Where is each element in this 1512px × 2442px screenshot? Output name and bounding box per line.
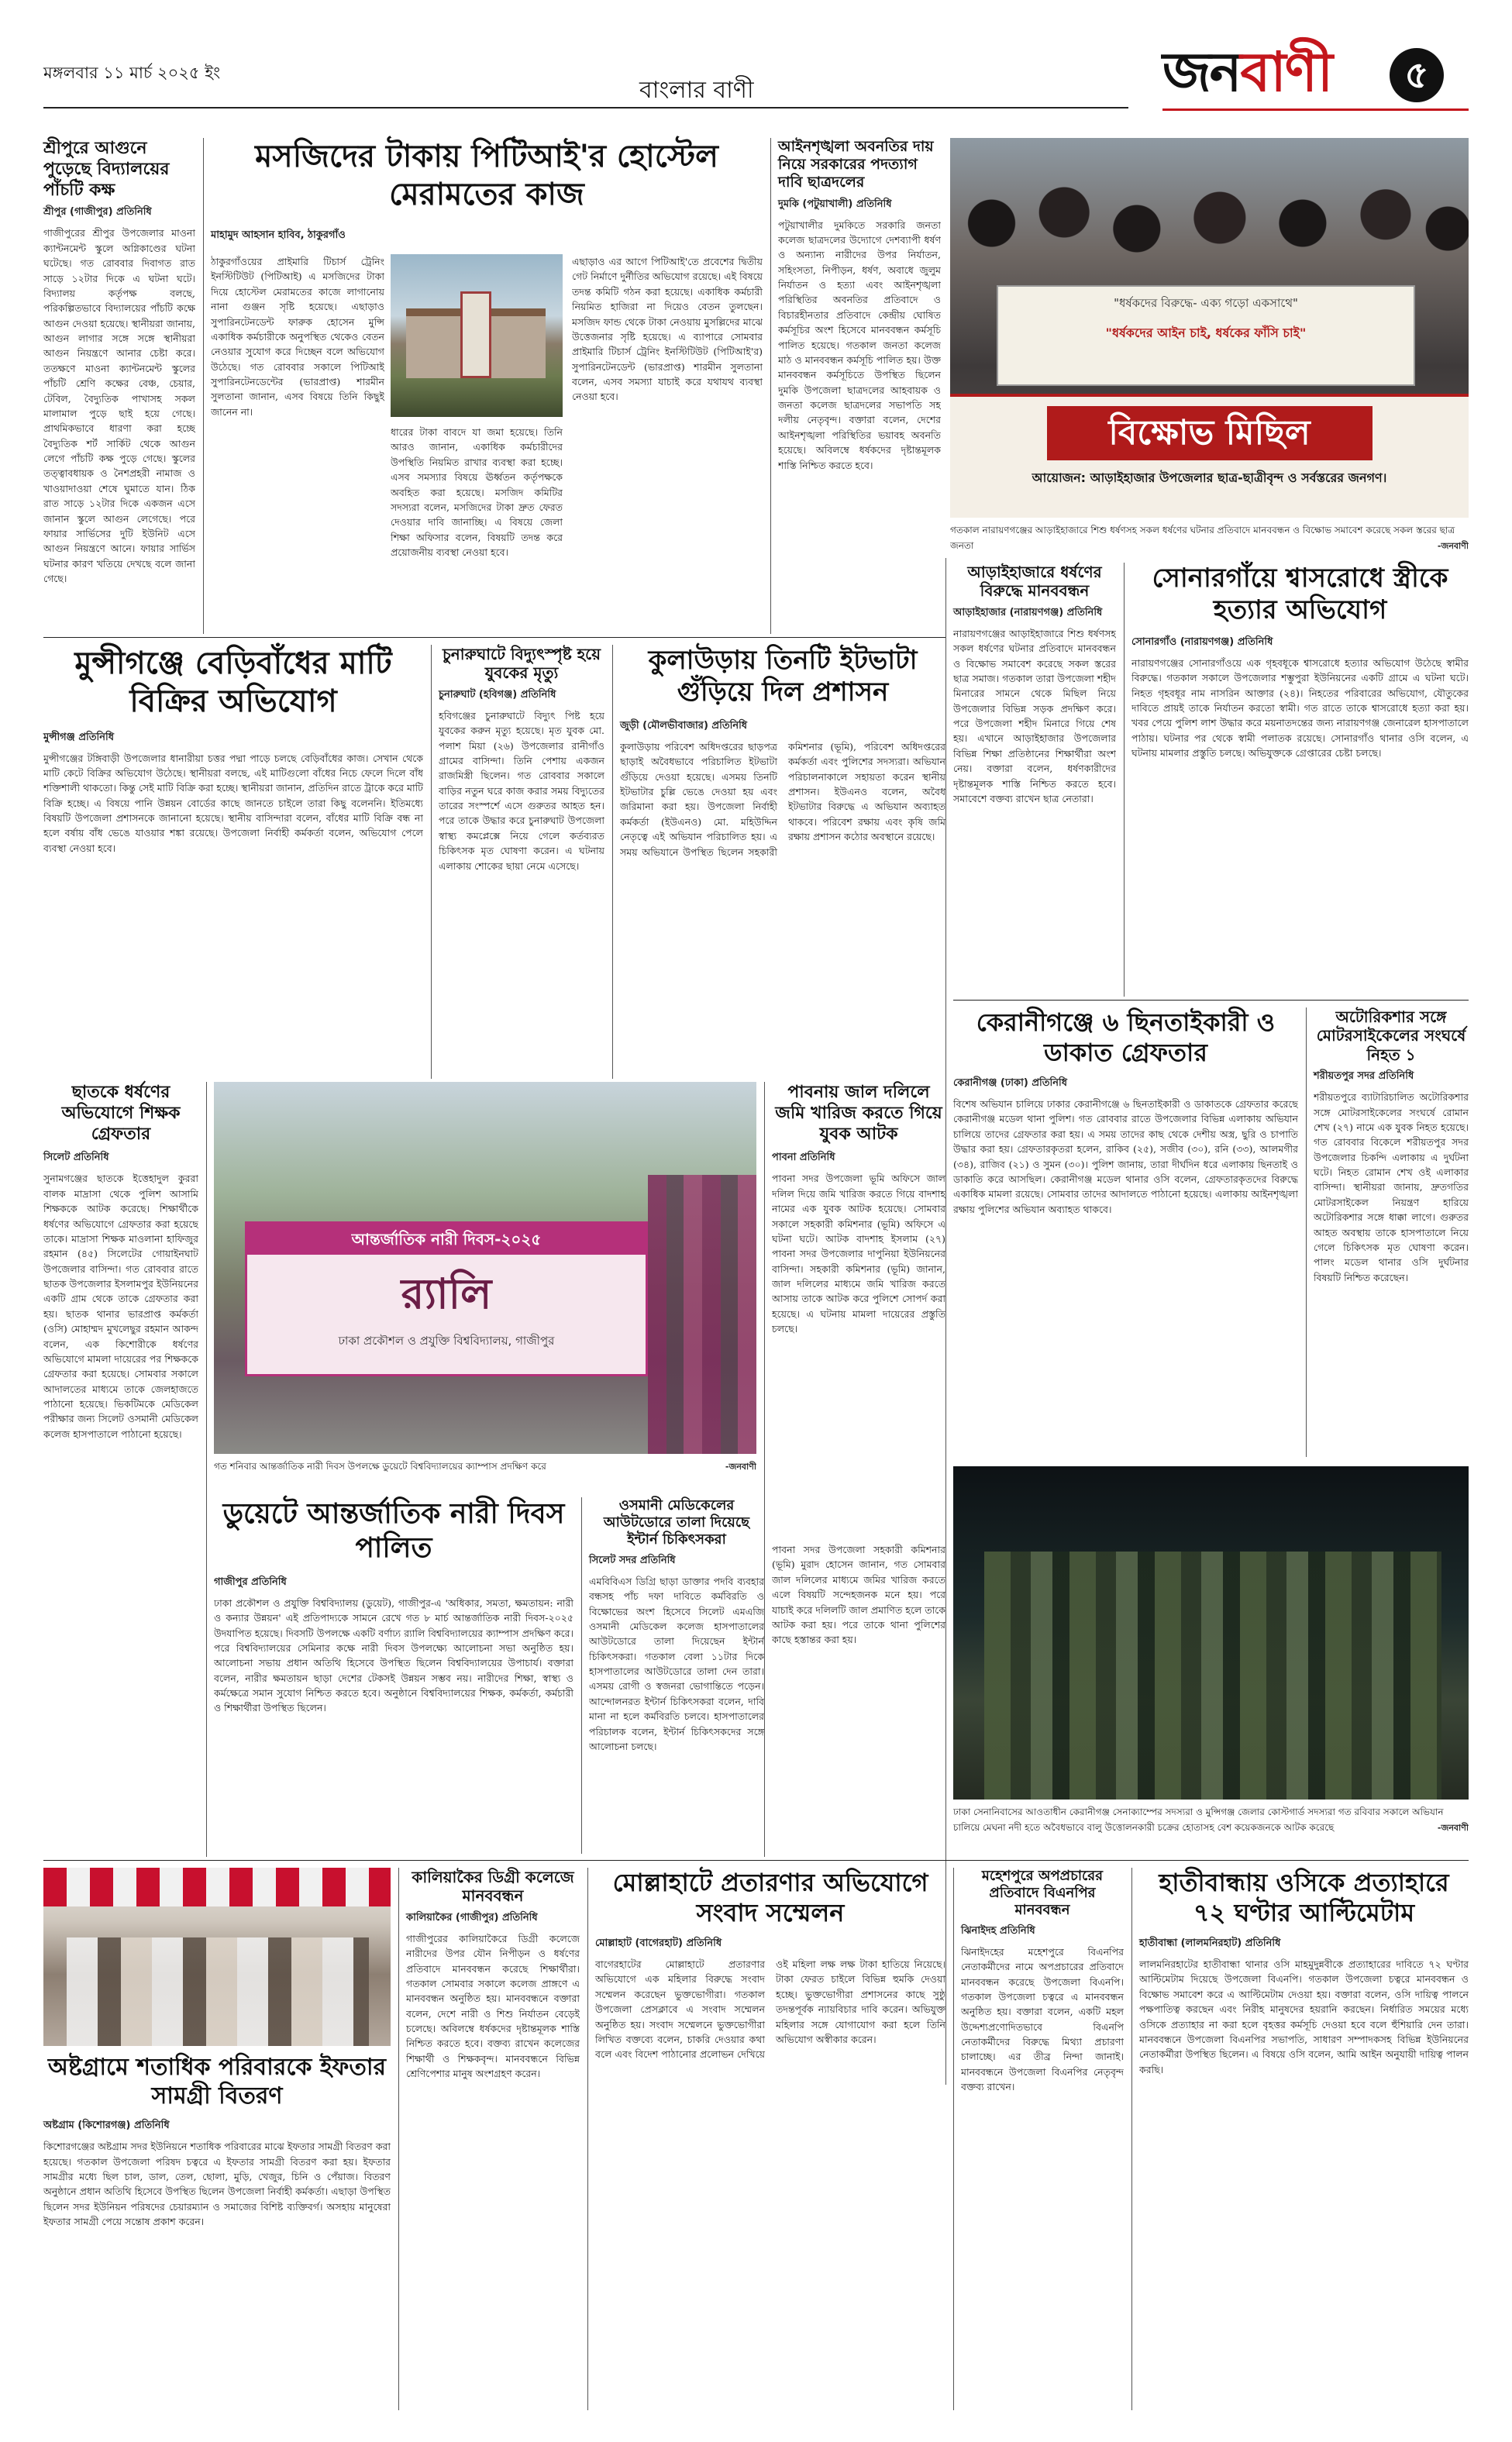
- headline: ছাতকে ধর্ষণের অভিযোগে শিক্ষক গ্রেফতার: [61, 1082, 181, 1144]
- caption-text: ঢাকা সেনানিবাসের আওতাধীন কেরানীগঞ্জ সেনাক্যাম্পের সদস্যরা ও মুন্সিগঞ্জ জেলার কোস্টগার্ড সদস্যরা গত রবিবার সকালে অভিযান চালিয়ে মেঘনা নদী হতে অবৈধভাবে বালু উত্তোলনকারী চক্রের হোতাসহ বেশ কয়েকজনকে আটক করেছে: [953, 1807, 1444, 1833]
- byline: পাবনা প্রতিনিধি: [772, 1152, 835, 1164]
- duet-photo-caption: [214, 1460, 756, 1491]
- article-body: ধারের টাকা বাবদে যা জমা হয়েছে। তিনি আরও জানান, একাধিক কর্মচারীদের উপস্থিতি নিয়মিত রাখার ব্যবস্থা করা হচ্ছে। এসব সমস্যার বিষয়ে ঊর্ধ্বতন কর্তৃপক্ষকে অবহিত করা হয়েছে। মসজিদ কমিটির সদস্যরা বলেন, মসজিদের টাকা দ্রুত ফেরত দেওয়ার দাবি জানাচ্ছি। এ বিষয়ে জেলা শিক্ষা অফিসার বলেন, বিষয়টি তদন্ত করে প্রয়োজনীয় ব্যবস্থা নেওয়া হবে।: [391, 426, 563, 558]
- tent-top: [43, 1868, 391, 1906]
- headline: কেরানীগঞ্জে ৬ ছিনতাইকারী ও ডাকাত গ্রেফতার: [976, 1007, 1276, 1068]
- headline: ওসমানী মেডিকেলের আউটডোরে তালা দিয়েছে ইন্টার্ন চিকিৎসকরা: [603, 1497, 750, 1548]
- photo-credit: -জনবাণী: [1437, 1823, 1469, 1833]
- headline: সোনারগাঁয়ে শ্বাসরোধে স্ত্রীকে হত্যার অভিযোগ: [1152, 563, 1448, 626]
- article-pabna: [772, 1082, 945, 1531]
- masthead-rule-right: [1162, 108, 1469, 111]
- article-body: গাজীপুরের কালিয়াকৈরে ডিগ্রী কলেজে নারীদের উপর যৌন নিপীড়ন ও ধর্ষণের প্রতিবাদে মানববন্ধন করেছে শিক্ষার্থীরা। গতকাল সোমবার সকালে কলেজ প্রাঙ্গণে এ মানববন্ধন অনুষ্ঠিত হয়। মানববন্ধনে বক্তারা বলেন, দেশে নারী ও শিশু নির্যাতন বেড়েই চলেছে। অবিলম্বে ধর্ষকদের দৃষ্টান্তমূলক শাস্তি নিশ্চিত করতে হবে। বক্তব্য রাখেন কলেজের শিক্ষার্থী ও শিক্ষকবৃন্দ। মানববন্ধনে বিভিন্ন শ্রেণিপেশার মানুষ অংশগ্রহণ করেন।: [406, 1932, 580, 2080]
- banner-title: আন্তর্জাতিক নারী দিবস-২০২৫: [247, 1224, 646, 1255]
- headline: হাতীবান্ধায় ওসিকে প্রত্যাহারে ৭২ ঘণ্টার আল্টিমেটাম: [1159, 1868, 1449, 1928]
- column-divider: [587, 1868, 588, 2410]
- headline: মোল্লাহাটে প্রতারণার অভিযোগে সংবাদ সম্মেলন: [612, 1868, 928, 1928]
- article-body: সুনামগঞ্জের ছাতকে ইত্তেহাদুল কুররা বালক মাদ্রাসা থেকে পুলিশ আসামি শিক্ষককে আটক করেছে। শিক্ষার্থীকে ধর্ষণের অভিযোগে গ্রেফতার করা হয়েছে তাকে। মাদ্রাসা শিক্ষক মাওলানা হাফিজুর রহমান (৪৫) সিলেটের গোয়াইনঘাট উপজেলার বাসিন্দা। গত রোববার রাতে ছাতক উপজেলার ইসলামপুর ইউনিয়নের একটি গ্রাম থেকে তাকে গ্রেফতার করা হয়। ছাতক থানার ভারপ্রাপ্ত কর্মকর্তা (ওসি) মোহাম্মদ মুখলেছুর রহমান আকন্দ বলেন, এক কিশোরীকে ধর্ষণের অভিযোগে মামলা দায়েরের পর শিক্ষককে গ্রেফতার করা হয়েছে। সোমবার সকালে আদালতের মাধ্যমে তাকে জেলহাজতে পাঠানো হয়েছে। ভিকটিমকে মেডিকেল পরীক্ষার জন্য সিলেট ওসমানী মেডিকেল কলেজ হাসপাতালে পাঠানো হয়েছে।: [43, 1173, 198, 1440]
- logo-part-2: বাণী: [1240, 40, 1332, 104]
- headline: অষ্টগ্রামে শতাধিক পরিবারকে ইফতার সামগ্রী বিতরণ: [47, 2054, 387, 2110]
- headline: চুনারুঘাটে বিদ্যুৎস্পৃষ্ট হয়ে যুবকের মৃত্যু: [443, 645, 601, 683]
- protest-banner: [950, 394, 1469, 518]
- rally-banner: [245, 1221, 648, 1376]
- article-body: এছাড়াও এর আগে পিটিআই'তে প্রবেশের দ্বিতীয় গেট নির্মাণে দুর্নীতির অভিযোগ রয়েছে। এই বিষয়ে তদন্ত কমিটি গঠন করা হয়েছে। একাধিক কর্মচারী নিয়মিত হাজিরা না দিয়েও বেতন তুলছেন। মসজিদ ফান্ড থেকে টাকা নেওয়ায় মুসল্লিদের মাঝে উত্তেজনার সৃষ্টি হয়েছে। এ ব্যাপারে সোমবার প্রাইমারি টিচার্স ট্রেনিং ইনস্টিটিউট (পিটিআই'র) সুপারিনটেনডেন্ট (ভারপ্রাপ্ত) শারমীন সুলতানা বলেন, এসব সমস্যা যাচাই করে যথাযথ ব্যবস্থা নেওয়া হবে।: [572, 256, 763, 403]
- byline: শ্রীপুর (গাজীপুর) প্রতিনিধি: [43, 206, 152, 219]
- headline: মুন্সীগঞ্জে বেড়িবাঁধের মাটি বিক্রির অভিযোগ: [74, 645, 392, 719]
- column-divider: [1124, 563, 1125, 997]
- byline: মাহামুদ আহসান হাবিব, ঠাকুরগাঁও: [211, 229, 346, 241]
- column-divider: [764, 1082, 765, 1857]
- banner-title: বিক্ষোভ মিছিল: [1047, 406, 1373, 460]
- byline: হাতীবান্ধা (লালমনিরহাট) প্রতিনিধি: [1139, 1937, 1281, 1950]
- article-chhatak: [43, 1082, 198, 1857]
- row-divider: [953, 1000, 1469, 1001]
- byline: সোনারগাঁও (নারায়ণগঞ্জ) প্রতিনিধি: [1131, 635, 1273, 648]
- headline: পাবনায় জাল দলিলে জমি খারিজ করতে গিয়ে যুবক আটক: [775, 1082, 942, 1144]
- protest-photo-caption: [950, 524, 1469, 555]
- mosque-right-col: [572, 254, 763, 634]
- article-body: গাজীপুরের শ্রীপুর উপজেলার মাওনা ক্যান্টনমেন্ট স্কুলে অগ্নিকাণ্ডের ঘটনা ঘটেছে। গত রোববার দিবাগত রাত সাড়ে ১২টার দিকে এ ঘটনা ঘটে। বিদ্যালয় কর্তৃপক্ষ বলছে, পরিকল্পিতভাবে বিদ্যালয়ের পাঁচটি কক্ষে আগুন দেওয়া হয়েছে। স্থানীয়রা জানায়, আগুন লাগার সঙ্গে সঙ্গে স্থানীয়রা আগুন নিয়ন্ত্রণে আনার চেষ্টা করে। ততক্ষণে মাওনা ক্যান্টনমেন্ট স্কুলের পাঁচটি শ্রেণি কক্ষের বেঞ্চ, চেয়ার, টেবিল, বৈদ্যুতিক পাখাসহ সকল মালামাল পুড়ে ছাই হয়ে গেছে। প্রাথমিকভাবে ধারণা করা হচ্ছে বৈদ্যুতিক শর্ট সার্কিট থেকে আগুন লেগে পাঁচটি কক্ষ পুড়ে গেছে। স্কুলের তত্ত্বাবধায়ক ও নৈশপ্রহরী নামাজ ও খাওয়াদাওয়া শেষে ঘুমাতে যান। ঠিক রাত সাড়ে ১২টার দিকে একজন এসে জানান স্কুলে আগুন লেগেছে। পরে ফায়ার সার্ভিসের দুটি ইউনিট এসে আগুন নিয়ন্ত্রণে আনে। ফায়ার সার্ভিস ঘটনার কারণ খতিয়ে দেখছে বলে জানা গেছে।: [43, 227, 195, 585]
- column-divider: [206, 1082, 207, 1857]
- banner-subtitle: আয়োজন: আড়াইহাজার উপজেলার ছাত্র-ছাত্রীবৃন্দ ও সর্বস্তরের জনগণ।: [1032, 470, 1387, 485]
- article-kaliakoir: [406, 1868, 580, 2402]
- row-divider: [43, 637, 945, 638]
- article-keraniganj: [953, 1007, 1298, 1457]
- byline: কালিয়াকৈর (গাজীপুর) প্রতিনিধি: [406, 1911, 538, 1924]
- byline: অষ্টগ্রাম (কিশোরগঞ্জ) প্রতিনিধি: [43, 2120, 170, 2132]
- people-group: [67, 1937, 369, 2046]
- headline: অটোরিকশার সঙ্গে মোটরসাইকেলের সংঘর্ষে নিহত ১: [1316, 1007, 1466, 1064]
- article-body: লালমনিরহাটের হাতীবান্ধা থানার ওসি মাহমুদুন্নবীকে প্রত্যাহারের দাবিতে ৭২ ঘণ্টার আল্টিমেটাম দিয়েছে উপজেলা বিএনপি। গতকাল উপজেলা চত্বরে মানববন্ধন ও বিক্ষোভ সমাবেশ করে এ আল্টিমেটাম দেওয়া হয়। বক্তারা বলেন, ওসি দায়িত্ব পালনে পক্ষপাতিত্ব করছেন এবং নিরীহ মানুষদের হয়রানি করছেন। নির্ধারিত সময়ের মধ্যে ওসিকে প্রত্যাহার না করা হলে বৃহত্তর কর্মসূচি দেওয়া হবে বলে হুঁশিয়ারি দেন তারা। মানববন্ধনে উপজেলা বিএনপির সভাপতি, সাধারণ সম্পাদকসহ বিভিন্ন ইউনিয়নের নেতাকর্মীরা উপস্থিত ছিলেন। এ বিষয়ে ওসি বলেন, আমি আইন অনুযায়ী দায়িত্ব পালন করছি।: [1139, 1958, 1469, 2075]
- byline: কেরানীগঞ্জ (ঢাকা) প্রতিনিধি: [953, 1077, 1067, 1090]
- headline: আইনশৃঙ্খলা অবনতির দায় নিয়ে সরকারের পদত্যাগ দাবি ছাত্রদলের: [778, 138, 934, 191]
- byline: মোল্লাহাট (বাগেরহাট) প্রতিনিধি: [595, 1937, 722, 1950]
- section-name: বাংলার বাণী: [639, 77, 754, 104]
- article-maheshpur: [961, 1868, 1124, 2402]
- article-sonargaon: [1131, 563, 1469, 997]
- rally-crowd: [648, 1175, 756, 1454]
- headline: আড়াইহাজারে ধর্ষণের বিরুদ্ধে মানববন্ধন: [967, 563, 1102, 601]
- soldiers-group: [984, 1552, 1441, 1800]
- article-body: পাবনা সদর উপজেলা সহকারী কমিশনার (ভূমি) মুরাদ হোসেন জানান, গত সোমবার জাল দলিলের মাধ্যমে জমির খারিজ করতে এলে বিষয়টি সন্দেহজনক মনে হয়। পরে যাচাই করে দলিলটি জাল প্রমাণিত হলে তাকে আটক করা হয়। পরে তাকে থানা পুলিশের কাছে হস্তান্তর করা হয়।: [772, 1544, 945, 1646]
- byline: আড়াইহাজার (নারায়ণগঞ্জ) প্রতিনিধি: [953, 606, 1103, 618]
- article-sreepur: [43, 138, 195, 634]
- column-divider: [953, 1868, 954, 2410]
- mosque-left-col: [211, 254, 384, 634]
- article-body: নারায়ণগঞ্জের আড়াইহাজারে শিশু ধর্ষণসহ সকল ধর্ষণের ঘটনার প্রতিবাদে মানববন্ধন ও বিক্ষোভ সমাবেশ করেছে সকল স্তরের ছাত্র সমাজ। গতকাল তারা উপজেলা শহীদ মিনারের সামনে থেকে মিছিল নিয়ে উপজেলার বিভিন্ন সড়ক প্রদক্ষিণ করে। পরে উপজেলা শহীদ মিনারে গিয়ে শেষ হয়। এখানে আড়াইহাজার উপজেলার বিভিন্ন শিক্ষা প্রতিষ্ঠানের শিক্ষার্থীরা অংশ নেয়। বক্তারা বলেন, ধর্ষণকারীদের দৃষ্টান্তমূলক শাস্তি নিশ্চিত করতে হবে। সমাবেশে বক্তব্য রাখেন ছাত্র নেতারা।: [953, 627, 1116, 804]
- mosque-bottom-col: [391, 425, 563, 634]
- column-divider: [1306, 1007, 1307, 1457]
- newspaper-logo: [1162, 40, 1332, 104]
- article-ashtagram: [43, 2054, 391, 2402]
- byline: শরীয়তপুর সদর প্রতিনিধি: [1314, 1070, 1414, 1083]
- column-divider: [398, 1868, 399, 2410]
- iftar-photo: [43, 1868, 391, 2046]
- issue-date: মঙ্গলবার ১১ মার্চ ২০২৫ ইং: [43, 64, 221, 82]
- column-divider: [581, 1497, 582, 1854]
- byline: জুড়ী (মৌলভীবাজার) প্রতিনিধি: [620, 719, 748, 732]
- protest-photo: [950, 138, 1469, 518]
- sign-text-2: "ধর্ষকদের আইন চাই, ধর্ষকের ফাঁসি চাই": [1105, 325, 1307, 340]
- pti-building-photo: [391, 254, 563, 417]
- article-body: হবিগঞ্জের চুনারুঘাটে বিদ্যুৎ পিষ্ট হয়ে যুবকের করুন মৃত্যু হয়েছে। মৃত যুবক মো. পলাশ মিয়া (২৬) উপজেলার রানীগাঁও গ্রামের বাসিন্দা। তিনি পেশায় একজন রাজমিস্ত্রী ছিলেন। গত রোববার সকালে বাড়ির নতুন ঘরে কাজ করার সময় বিদ্যুতের তারের সংস্পর্শে এসে গুরুতর আহত হন। পরে তাকে উদ্ধার করে চুনারুঘাট উপজেলা স্বাস্থ্য কমপ্লেক্সে নিয়ে গেলে কর্তব্যরত চিকিৎসক মৃত ঘোষণা করেন। এ ঘটনায় এলাকায় শোকের ছায়া নেমে এসেছে।: [439, 709, 604, 872]
- article-body: ঠাকুরগাঁওয়ের প্রাইমারি টিচার্স ট্রেনিং ইনস্টিটিউট (পিটিআই) এ মসজিদের টাকা দিয়ে হোস্টেল মেরামতের কাজে লাগানোয় নানা গুঞ্জন সৃষ্টি হয়েছে। এছাড়াও সুপারিনটেনডেন্ট ফারুক হোসেন মুন্সি একাধিক কর্মচারীকে অনুপস্থিত থেকেও বেতন নেওয়ার সুযোগ করে দিচ্ছেন বলে অভিযোগ উঠেছে। গত রোববার সকালে পিটিআই সুপারিনটেনডেন্টের (ভারপ্রাপ্ত) শারমীন সুলতানা জানান, এসব বিষয়ে তিনি কিছুই জানেন না।: [211, 256, 384, 418]
- article-araihazar: [953, 563, 1116, 997]
- page-number: ৫: [1390, 48, 1444, 102]
- banner-sub: ঢাকা প্রকৌশল ও প্রযুক্তি বিশ্ববিদ্যালয়, গাজীপুর: [338, 1334, 555, 1348]
- banner-big-text: র‍্যালি: [401, 1269, 492, 1318]
- headline: শ্রীপুরে আগুনে পুড়েছে বিদ্যালয়ের পাঁচটি কক্ষ: [43, 138, 170, 200]
- headline: কালিয়াকৈর ডিগ্রী কলেজে মানববন্ধন: [412, 1868, 574, 1906]
- column-divider: [431, 645, 432, 1079]
- article-osmani: [589, 1497, 764, 1854]
- article-hatibandha: [1139, 1868, 1469, 2402]
- article-munshiganj: [43, 645, 423, 1079]
- article-body: পটুয়াখালীর দুমকিতে সরকারি জনতা কলেজ ছাত্রদলের উদ্যোগে দেশব্যাপী ধর্ষণ ও অন্যান্য নারীদের উপর নির্যাতন, সহিংসতা, নিপীড়ন, ধর্ষণ, অবাধে জুলুম নির্যাতন ও হত্যা এবং আইনশৃঙ্খলা পরিস্থিতির অবনতির প্রতিবাদে ও বিচারহীনতার প্রতিবাদে কেন্দ্রীয় ঘোষিত কর্মসূচির অংশ হিসেবে মানববন্ধন কর্মসূচি পালিত হয়েছে। গতকাল জনতা কলেজ মাঠ ও মানববন্ধন কর্মসূচি পালিত হয়। উক্ত মানববন্ধন কর্মসূচিতে উপস্থিত ছিলেন দুমকি উপজেলা ছাত্রদলের আহবায়ক ও জনতা কলেজ ছাত্রদলের সভাপতি সহ দলীয় নেতৃবৃন্দ। বক্তারা বলেন, দেশের আইনশৃঙ্খলা পরিস্থিতির ভয়াবহ অবনতি হয়েছে। অবিলম্বে ধর্ষকদের দৃষ্টান্তমূলক শাস্তি নিশ্চিত করতে হবে।: [778, 219, 941, 471]
- article-auto-rickshaw: [1314, 1007, 1469, 1457]
- photo-credit: -জনবাণী: [1437, 541, 1469, 551]
- article-body: এমবিবিএস ডিগ্রি ছাড়া ডাক্তার পদবি ব্যবহার বন্ধসহ পাঁচ দফা দাবিতে কর্মবিরতি ও বিক্ষোভের অংশ হিসেবে সিলেট এমএজি ওসমানী মেডিকেল কলেজ হাসপাতালের আউটডোরে তালা দিয়েছেন ইন্টার্ন চিকিৎসকরা। গতকাল বেলা ১১টার দিকে হাসপাতালের আউটডোরে তালা দেন তারা। এসময় রোগী ও স্বজনরা ভোগান্তিতে পড়েন। আন্দোলনরত ইন্টার্ন চিকিৎসকরা বলেন, দাবি মানা না হলে কর্মবিরতি চলবে। হাসপাতালের পরিচালক বলেন, ইন্টার্ন চিকিৎসকদের সঙ্গে আলোচনা চলছে।: [589, 1575, 764, 1752]
- byline: চুনারুঘাট (হবিগঞ্জ) প্রতিনিধি: [439, 688, 556, 701]
- caption-text: গতকাল নারায়ণগঞ্জের আড়াইহাজারে শিশু ধর্ষণসহ সকল ধর্ষণের ঘটনার প্রতিবাদে মানববন্ধন ও বিক্ষোভ সমাবেশ করেছে সকল স্তরের ছাত্র জনতা: [950, 525, 1455, 551]
- crowd-heads: [950, 169, 1469, 277]
- masthead-rule: [43, 107, 1128, 108]
- article-pabna-continued: [772, 1542, 945, 1852]
- byline: সিলেট সদর প্রতিনিধি: [589, 1554, 676, 1566]
- headline: ডুয়েটে আন্তর্জাতিক নারী দিবস পালিত: [222, 1497, 565, 1564]
- column-divider: [203, 138, 204, 634]
- article-body: কুলাউড়ায় পরিবেশ অধিদপ্তরের ছাড়পত্র ছাড়াই অবৈধভাবে পরিচালিত ইটভাটা গুঁড়িয়ে দেওয়া হয়েছে। এসময় তিনটি ইটভাটার চুল্লি ভেঙে দেওয়া হয় এবং জরিমানা করা হয়। উপজেলা নির্বাহী কর্মকর্তা (ইউএনও) মো. মহিউদ্দিন নেতৃত্বে এই অভিযান পরিচালিত হয়। এ সময় অভিযানে উপস্থিত ছিলেন সহকারী কমিশনার (ভূমি), পরিবেশ অধিদপ্তরের কর্মকর্তা এবং পুলিশের সদস্যরা। অভিযান পরিচালনাকালে সহায়তা করেন স্থানীয় প্রশাসন। ইউএনও বলেন, অবৈধ ইটভাটার বিরুদ্ধে এ অভিযান অব্যাহত থাকবে। পরিবেশ রক্ষায় এবং কৃষি জমি রক্ষায় প্রশাসন কঠোর অবস্থানে রয়েছে।: [620, 740, 945, 858]
- photo-credit: -জনবাণী: [725, 1462, 756, 1472]
- article-kulaura: [620, 645, 945, 1079]
- gate-shape: [460, 291, 491, 378]
- byline: মুন্সীগঞ্জ প্রতিনিধি: [43, 731, 114, 743]
- byline: গাজীপুর প্রতিনিধি: [214, 1576, 287, 1588]
- article-duet: [214, 1497, 573, 1854]
- masthead: [0, 0, 1512, 132]
- sign-text-1: "ধর্ষকদের বিরুদ্ধে- এক্য গড়ো একসাথে": [1114, 296, 1298, 310]
- article-mollahat: [595, 1868, 945, 2402]
- article-body: ঢাকা প্রকৌশল ও প্রযুক্তি বিশ্ববিদ্যালয় (ডুয়েট), গাজীপুর-এ 'অধিকার, সমতা, ক্ষমতায়ন: নারী ও কন্যার উন্নয়ন' এই প্রতিপাদ্যকে সামনে রেখে গত ৮ মার্চ আন্তর্জাতিক নারী দিবস-২০২৫ উদযাপিত হয়েছে। দিবসটি উপলক্ষে একটি বর্ণাঢ্য র‍্যালি বিশ্ববিদ্যালয়ের ক্যাম্পাস প্রদক্ষিণ করে। পরে বিশ্ববিদ্যালয়ের সেমিনার কক্ষে নারী দিবস উপলক্ষ্যে আলোচনা সভা অনুষ্ঠিত হয়। আলোচনা সভায় প্রধান অতিথি হিসেবে উপস্থিত ছিলেন বিশ্ববিদ্যালয়ের উপাচার্য। বক্তারা বলেন, নারীর ক্ষমতায়ন ছাড়া দেশের টেকসই উন্নয়ন সম্ভব নয়। নারীদের শিক্ষা, স্বাস্থ্য ও কর্মক্ষেত্রে সমান সুযোগ নিশ্চিত করতে হবে। অনুষ্ঠানে বিশ্ববিদ্যালয়ের শিক্ষক, কর্মকর্তা, কর্মচারী ও শিক্ষার্থীরা উপস্থিত ছিলেন।: [214, 1596, 573, 1714]
- column-divider: [612, 645, 613, 1079]
- headline: মহেশপুরে অপপ্রচারের প্রতিবাদে বিএনপির মানববন্ধন: [981, 1868, 1104, 1918]
- article-body: মুন্সীগঞ্জের টঙ্গিবাড়ী উপজেলার ধানারীয়া চত্তর পদ্মা পাড়ে চলছে বেড়িবাঁধের কাজ। সেখান থেকে মাটি কেটে বিক্রির অভিযোগ উঠেছে। স্থানীয়রা বলছে, এই মাটিগুলো বাঁধের নিচে ফেলে দিলে বাঁধ শক্তিশালী থাকতো। কিন্তু সেই মাটি বিক্রি করা হচ্ছে। স্থানীয়রা জানান, প্রতিদিন রাতে ট্রাকে করে মাটি বিক্রি হচ্ছে। এ বিষয়ে পানি উন্নয়ন বোর্ডের কাছে জানতে চাইলে তারা কিছু বলেননি। ইতিমধ্যে বিষয়টি উপজেলা প্রশাসনকে জানানো হয়েছে। স্থানীয় বাসিন্দারা বলেন, বাঁধের মাটি বিক্রি বন্ধ না হলে বর্ষায় বাঁধ ভেঙে যাওয়ার শঙ্কা রয়েছে। উপজেলা নির্বাহী কর্মকর্তা বলেন, অভিযোগ পেলে ব্যবস্থা নেওয়া হবে।: [43, 752, 423, 854]
- column-divider: [945, 1000, 946, 2085]
- caption-text: গত শনিবার আন্তর্জাতিক নারী দিবস উপলক্ষে ডুয়েটে বিশ্ববিদ্যালয়ের ক্যাম্পাস প্রদক্ষিণ করে: [214, 1461, 546, 1472]
- article-law-order: [778, 138, 941, 634]
- article-chunarughat: [439, 645, 604, 1079]
- article-body: বাগেরহাটের মোল্লাহাটে প্রতারণার অভিযোগে এক মহিলার বিরুদ্ধে সংবাদ সম্মেলন করেছেন ভুক্তভোগীরা। গতকাল উপজেলা প্রেসক্লাবে এ সংবাদ সম্মেলন অনুষ্ঠিত হয়। সংবাদ সম্মেলনে ভুক্তভোগীরা লিখিত বক্তব্যে বলেন, চাকরি দেওয়ার কথা বলে এবং বিদেশ পাঠানোর প্রলোভন দেখিয়ে ওই মহিলা লক্ষ লক্ষ টাকা হাতিয়ে নিয়েছে। টাকা ফেরত চাইলে বিভিন্ন হুমকি দেওয়া হচ্ছে। ভুক্তভোগীরা প্রশাসনের কাছে সুষ্ঠু তদন্তপূর্বক ন্যায়বিচার দাবি করেন। অভিযুক্ত মহিলার সঙ্গে যোগাযোগ করা হলে তিনি অভিযোগ অস্বীকার করেন।: [595, 1958, 945, 2061]
- duet-rally-photo: [214, 1082, 756, 1454]
- protest-sign: [997, 285, 1415, 386]
- headline: কুলাউড়ায় তিনটি ইটভাটা গুঁড়িয়ে দিল প্রশাসন: [648, 645, 918, 708]
- byline: সিলেট প্রতিনিধি: [43, 1152, 109, 1164]
- column-divider: [770, 138, 771, 634]
- logo-part-1: জন: [1162, 40, 1241, 104]
- row-divider: [43, 1860, 1469, 1861]
- byline: ঝিনাইদহ প্রতিনিধি: [961, 1924, 1035, 1937]
- column-divider: [1131, 1868, 1132, 2410]
- army-photo-caption: [953, 1806, 1469, 1852]
- army-operation-photo: [953, 1466, 1469, 1800]
- byline: দুমকি (পটুয়াখালী) প্রতিনিধি: [778, 198, 892, 210]
- article-body: শরীয়তপুরে ব্যাটারিচালিত অটোরিকশার সঙ্গে মোটরসাইকেলের সংঘর্ষে রোমান শেখ (২৭) নামে এক যুবক নিহত হয়েছে। গত রোববার বিকেলে শরীয়তপুর সদর উপজেলার চিকন্দি এলাকায় এ দুর্ঘটনা ঘটে। নিহত রোমান শেখ ওই এলাকার বাসিন্দা। স্থানীয়রা জানায়, দ্রুতগতির মোটরসাইকেল নিয়ন্ত্রণ হারিয়ে অটোরিকশার সঙ্গে ধাক্কা লাগে। গুরুতর আহত অবস্থায় তাকে হাসপাতালে নিয়ে গেলে চিকিৎসক মৃত ঘোষণা করেন। পালং মডেল থানার ওসি দুর্ঘটনার বিষয়টি নিশ্চিত করেছেন।: [1314, 1091, 1469, 1283]
- article-mosque: [211, 138, 763, 634]
- article-body: পাবনা সদর উপজেলা ভূমি অফিসে জাল দলিল দিয়ে জমি খারিজ করতে গিয়ে বাদশাহ নামের এক যুবক আটক হয়েছে। সোমবার সকালে সহকারী কমিশনার (ভূমি) অফিসে এ ঘটনা ঘটে। আটক বাদশাহ ইসলাম (২৭) পাবনা সদর উপজেলার দাপুনিয়া ইউনিয়নের বাসিন্দা। সহকারী কমিশনার (ভূমি) জানান, জাল দলিলের মাধ্যমে জমি খারিজ করতে আসায় তাকে আটক করে পুলিশে সোপর্দ করা হয়েছে। এ ঘটনায় মামলা দায়েরের প্রস্তুতি চলছে।: [772, 1173, 945, 1335]
- article-body: বিশেষ অভিযান চালিয়ে ঢাকার কেরানীগঞ্জে ৬ ছিনতাইকারী ও ডাকাতকে গ্রেফতার করেছে কেরানীগঞ্জ মডেল থানা পুলিশ। গত রোববার রাতে উপজেলার বিভিন্ন এলাকায় অভিযান চালিয়ে তাদের গ্রেফতার করা হয়। এ সময় তাদের কাছ থেকে দেশীয় অস্ত্র, ছুরি ও চাপাতি উদ্ধার করা হয়। গ্রেফতারকৃতরা হলেন, রাকিব (২৫), সজীব (৩০), রনি (৩৩), আলমগীর (৩৪), রাজিব (২১) ও সুমন (৩০)। পুলিশ জানায়, তারা দীর্ঘদিন ধরে এলাকায় ছিনতাই ও ডাকাতি করে আসছিল। কেরানীগঞ্জ মডেল থানার ওসি বলেন, গ্রেফতারকৃতদের বিরুদ্ধে একাধিক মামলা রয়েছে। সোমবার তাদের আদালতে পাঠানো হয়েছে। এলাকায় আইনশৃঙ্খলা রক্ষায় পুলিশের অভিযান অব্যাহত থাকবে।: [953, 1098, 1298, 1215]
- article-body: কিশোরগঞ্জের অষ্টগ্রাম সদর ইউনিয়নে শতাধিক পরিবারের মাঝে ইফতার সামগ্রী বিতরণ করা হয়েছে। গতকাল উপজেলা পরিষদ চত্বরে এ ইফতার সামগ্রী বিতরণ করা হয়। ইফতার সামগ্রীর মধ্যে ছিল চাল, ডাল, তেল, ছোলা, মুড়ি, খেজুর, চিনি ও পেঁয়াজ। বিতরণ অনুষ্ঠানে প্রধান অতিথি হিসেবে উপস্থিত ছিলেন উপজেলা নির্বাহী কর্মকর্তা। এছাড়া উপস্থিত ছিলেন সদর ইউনিয়ন পরিষদের চেয়ারম্যান ও সমাজের বিশিষ্ট ব্যক্তিবর্গ। অসহায় মানুষেরা ইফতার সামগ্রী পেয়ে সন্তোষ প্রকাশ করেন।: [43, 2141, 391, 2228]
- article-body: নারায়ণগঞ্জের সোনারগাঁওয়ে এক গৃহবধূকে শ্বাসরোধে হত্যার অভিযোগ উঠেছে স্বামীর বিরুদ্ধে। গতকাল সকালে উপজেলার শম্ভুপুরা ইউনিয়নের একটি গ্রামে এ ঘটনা ঘটে। নিহত গৃহবধূর নাম নাসরিন আক্তার (২৪)। নিহতের পরিবারের অভিযোগ, যৌতুকের দাবিতে প্রায়ই তাকে নির্যাতন করতো স্বামী। গত রাতে তাকে শ্বাসরোধে হত্যা করা হয়। খবর পেয়ে পুলিশ লাশ উদ্ধার করে ময়নাতদন্তের জন্য নারায়ণগঞ্জ জেনারেল হাসপাতালে পাঠায়। ঘটনার পর থেকে স্বামী পলাতক রয়েছে। সোনারগাঁও থানার ওসি বলেন, এ ঘটনায় মামলার প্রস্তুতি চলছে। অভিযুক্তকে গ্রেপ্তারের চেষ্টা চলছে।: [1131, 656, 1469, 759]
- headline: মসজিদের টাকায় পিটিআই'র হোস্টেল মেরামতের কাজ: [255, 138, 718, 212]
- article-body: ঝিনাইদহের মহেশপুরে বিএনপির নেতাকর্মীদের নামে অপপ্রচারের প্রতিবাদে মানববন্ধন করেছে উপজেলা বিএনপি। গতকাল উপজেলা চত্বরে এ মানববন্ধন অনুষ্ঠিত হয়। বক্তারা বলেন, একটি মহল উদ্দেশ্যপ্রণোদিতভাবে বিএনপি নেতাকর্মীদের বিরুদ্ধে মিথ্যা প্রচারণা চালাচ্ছে। এর তীব্র নিন্দা জানাই। মানববন্ধনে উপজেলা বিএনপির নেতৃবৃন্দ বক্তব্য রাখেন।: [961, 1945, 1124, 2093]
